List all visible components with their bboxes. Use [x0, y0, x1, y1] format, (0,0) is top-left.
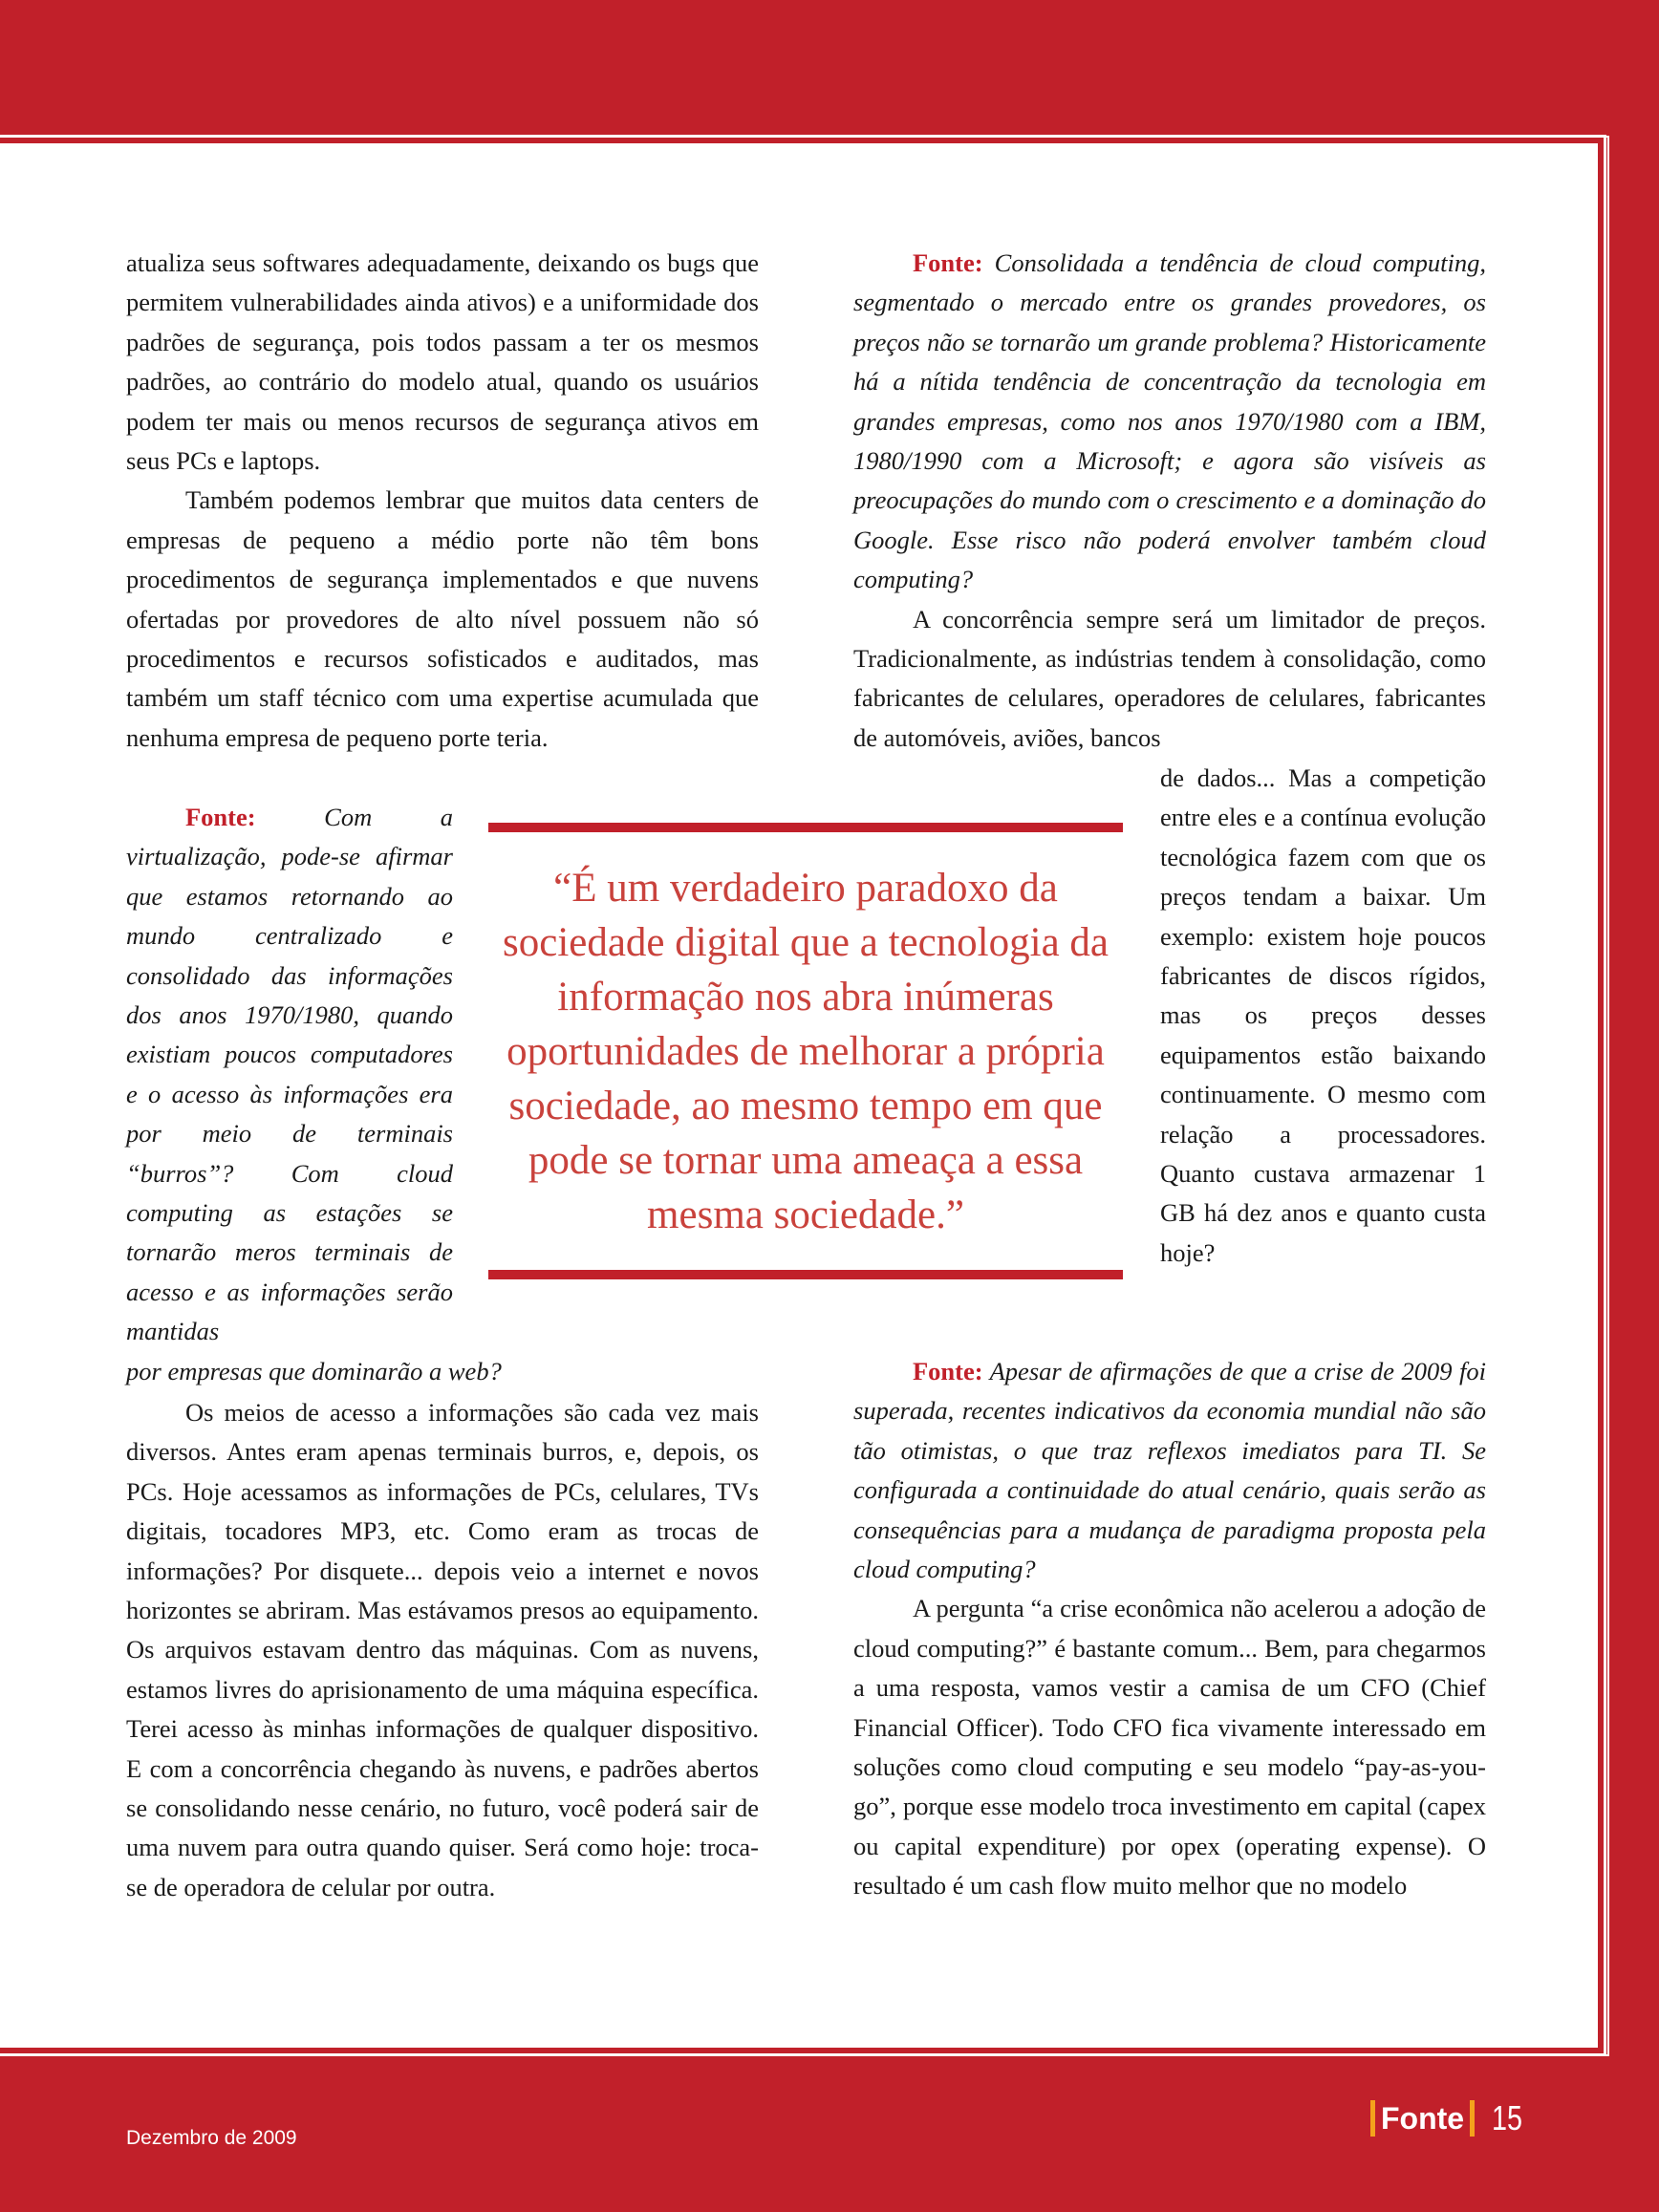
question-text: Apesar de afirmações de que a crise de 2009 foi superada, recentes indicativos da economia mundial não são tão otimistas, o que traz reflexos imediatos para TI. Se configurada a continuidade do atual cenário, quais serão as consequências para a mudança de paradigma proposta pela cloud computing? [853, 1357, 1486, 1584]
body-paragraph: atualiza seus softwares adequadamente, deixando os bugs que permitem vulnerabilidades ainda ativos) e a uniformidade dos padrões de segurança, pois todos passam a ter os mesmos padrões, ao contrário do modelo atual, quando os usuários podem ter mais ou menos recursos de segurança ativos em seus PCs e laptops. [126, 248, 759, 476]
question-label: Fonte: [913, 248, 983, 277]
body-paragraph: Os meios de acesso a informações são cada vez mais diversos. Antes eram apenas terminais burros, e, depois, os PCs. Hoje acessamos as informações de PCs, celulares, TVs digitais, tocadores MP3, etc. Como eram as trocas de informações? Por disquete... depois veio a internet e novos horizontes se abriram. Mas estávamos presos ao equipamento. Os arquivos estavam dentro das máquinas. Com as nuvens, estamos livres do aprisionamento de uma máquina específica. Terei acesso às minhas informações de qualquer dispositivo. E com a concorrência chegando às nuvens, e padrões abertos se consolidando nesse cenário, no futuro, você poderá sair de uma nuvem para outra quando quiser. Será como hoje: troca-se de operadora de celular por outra. [126, 1398, 759, 1901]
question-text-tail: por empresas que dominarão a web? [126, 1357, 502, 1385]
body-paragraph-continued: de dados... Mas a competição entre eles e a contínua evolução tecnológica fazem com que os preços tendam a baixar. Um exemplo: existem hoje poucos fabricantes de discos rígidos, mas os preços desses equipamentos estão baixando continuamente. O mesmo com relação a processadores. Quanto custava armazenar 1 GB há dez anos e quanto custa hoje? [1160, 763, 1486, 1267]
brand-bar-right [1470, 2100, 1475, 2137]
left-column-bottom [126, 1393, 759, 1907]
question-text: Consolidada a tendência de cloud computing, segmentado o mercado entre os grandes provedores, os preços não se tornarão um grande problema? Historicamente há a nítida tendência de concentração da tecnologia em grandes empresas, como nos anos 1970/1980 com a IBM, 1980/1990 com a Microsoft; e agora são visíveis as preocupações do mundo com o crescimento e a dominação do Google. Esse risco não poderá envolver também cloud computing? [853, 248, 1486, 594]
body-paragraph: A pergunta “a crise econômica não acelerou a adoção de cloud computing?” é bastante comum... Bem, para chegarmos a uma resposta, vamos vestir a camisa de um CFO (Chief Financial Officer). Todo CFO fica vivamente interessado em soluções como cloud computing e seu modelo “pay-as-you-go”, porque esse modelo troca investimento em capital (capex ou capital expenditure) por opex (operating expense). O resultado é um cash flow muito melhor que no modelo [853, 1594, 1486, 1901]
interview-question-left-tail [126, 1352, 759, 1391]
left-column-top [126, 244, 759, 758]
pull-quote [488, 823, 1123, 1279]
question-label: Fonte: [913, 1357, 983, 1385]
brand-logo: Fonte [1381, 2100, 1465, 2136]
question-label: Fonte: [185, 803, 256, 831]
page-number: 15 [1492, 2098, 1523, 2137]
interview-question-left [126, 798, 453, 1352]
right-column-bottom [853, 1352, 1486, 1906]
question-text: Com a virtualização, pode-se afirmar que estamos retornando ao mundo centralizado e consolidado das informações dos anos 1970/1980, quando existiam poucos computadores e o acesso às informações era por meio de terminais “burros”? Com cloud computing as estações se tornarão meros terminais de acesso e as informações serão mantidas [126, 803, 453, 1346]
pull-quote-text: “É um verdadeiro paradoxo da sociedade digital que a tecnologia da informação nos abra inúmeras oportunidades de melhorar a própria sociedade, ao mesmo tempo em que pode se tornar uma ameaça a essa mesma sociedade.” [503, 865, 1109, 1237]
body-paragraph: Também podemos lembrar que muitos data centers de empresas de pequeno a médio porte não têm bons procedimentos de segurança implementados e que nuvens ofertadas por provedores de alto nível possuem não só procedimentos e recursos sofisticados e auditados, mas também um staff técnico com uma expertise acumulada que nenhuma empresa de pequeno porte teria. [126, 485, 759, 752]
body-paragraph: A concorrência sempre será um limitador de preços. Tradicionalmente, as indústrias tendem à consolidação, como fabricantes de celulares, operadores de celulares, fabricantes de automóveis, aviões, bancos [853, 604, 1486, 752]
right-column-narrow [1160, 759, 1486, 1273]
footer-brand [1370, 2098, 1526, 2138]
right-column-top [853, 244, 1486, 758]
footer-date: Dezembro de 2009 [126, 2127, 297, 2149]
